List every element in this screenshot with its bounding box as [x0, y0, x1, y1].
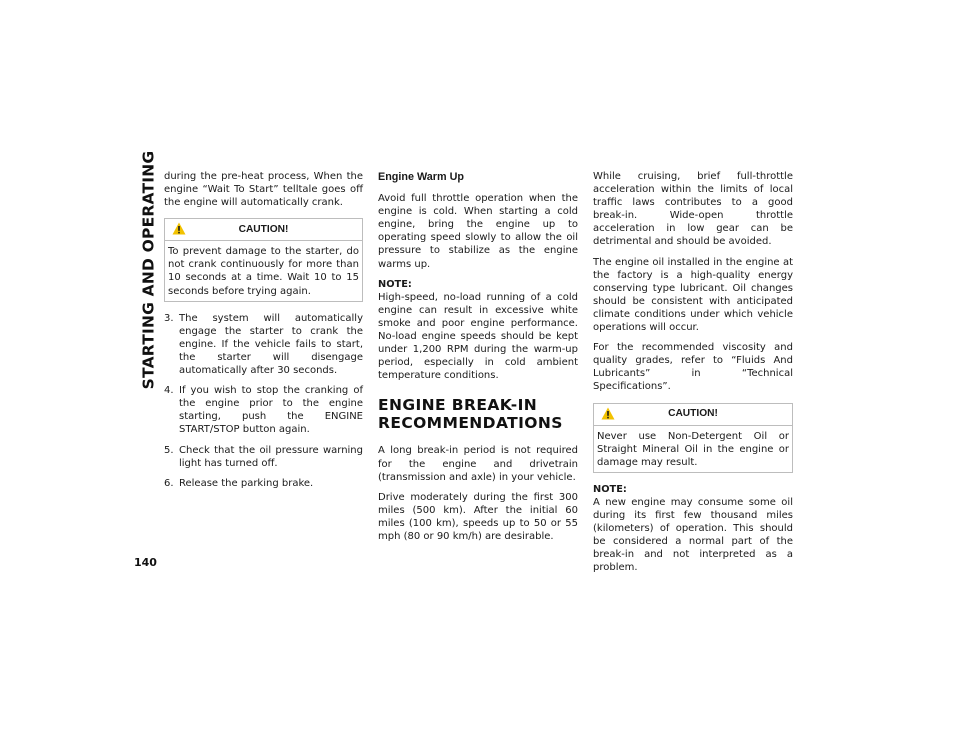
caution-body: To prevent damage to the starter, do not crank continuously for more than 10 seconds at a time. Wait 10 to 15 seconds before trying again. [168, 246, 359, 297]
caution-title: CAUTION! [238, 224, 289, 236]
warning-triangle-icon [172, 222, 186, 235]
caution-header [594, 404, 792, 426]
warm-up-paragraph: Avoid full throttle operation when the engine is cold. When starting a cold engine, bring the engine up to operating speed slowly to allow the oil pressure to stabilize as the engine warms up. [378, 193, 578, 270]
note-text: A new engine may consume some oil during its first few thousand miles (kilometers) of operation. This should be considered a normal part of the break-in and not interpreted as a problem. [593, 496, 793, 574]
warning-triangle-icon [601, 407, 615, 420]
page-number: 140 [134, 556, 157, 569]
caution-box-starter [164, 218, 363, 301]
cruising-paragraph: While cruising, brief full-throttle acceleration within the limits of local traffic laws contributes to a good break-in. Wide-open throttle acceleration in low gear can be detrimental and should be avoided. [593, 171, 793, 248]
list-item: 3. The system will automatically engage the starter to crank the engine. If the vehicle fails to start, the starter will disengage automatically after 30 seconds. [164, 312, 363, 377]
caution-title: CAUTION! [668, 408, 718, 420]
column-right [593, 170, 793, 581]
list-item: 5. Check that the oil pressure warning light has turned off. [164, 444, 363, 469]
column-left [164, 170, 363, 497]
column-middle [378, 170, 578, 550]
break-in-paragraph: A long break-in period is not required for the engine and drivetrain (transmission and axle) in your vehicle. [378, 445, 578, 483]
note-text: High-speed, no-load running of a cold engine can result in excessive white smoke and poor engine performance. No-load engine speeds should be kept under 1,200 RPM during the warm-up period, especially in cold ambient temperature conditions. [378, 291, 578, 382]
drive-moderately-paragraph: Drive moderately during the first 300 miles (500 km). After the initial 60 miles (100 km), speeds up to 50 or 55 mph (80 or 90 km/h) are desirable. [378, 491, 578, 542]
note-label: NOTE: [593, 483, 627, 495]
section-side-title: STARTING AND OPERATING [139, 150, 157, 389]
section-heading: ENGINE BREAK-IN RECOMMENDATIONS [378, 396, 563, 433]
caution-box-oil [593, 403, 793, 473]
list-item: 4. If you wish to stop the cranking of the engine prior to the engine starting, push the ENGINE START/STOP button again. [164, 385, 363, 436]
viscosity-paragraph: For the recommended viscosity and quality grades, refer to “Fluids And Lubricants” in “Technical Specifications”. [593, 342, 793, 393]
caution-body: Never use Non-Detergent Oil or Straight Mineral Oil in the engine or damage may result. [597, 430, 789, 468]
list-item: 6. Release the parking brake. [164, 477, 314, 489]
engine-oil-paragraph: The engine oil installed in the engine at the factory is a high-quality energy conserving type lubricant. Oil changes should be consistent with anticipated climate conditions under which vehicle operations will occur. [593, 256, 793, 334]
subheading-engine-warm-up: Engine Warm Up [378, 171, 464, 183]
caution-header [165, 219, 362, 241]
steps-list [164, 312, 363, 490]
intro-paragraph: during the pre-heat process, When the engine “Wait To Start” telltale goes off the engine will automatically crank. [164, 171, 363, 209]
note-label: NOTE: [378, 278, 412, 290]
